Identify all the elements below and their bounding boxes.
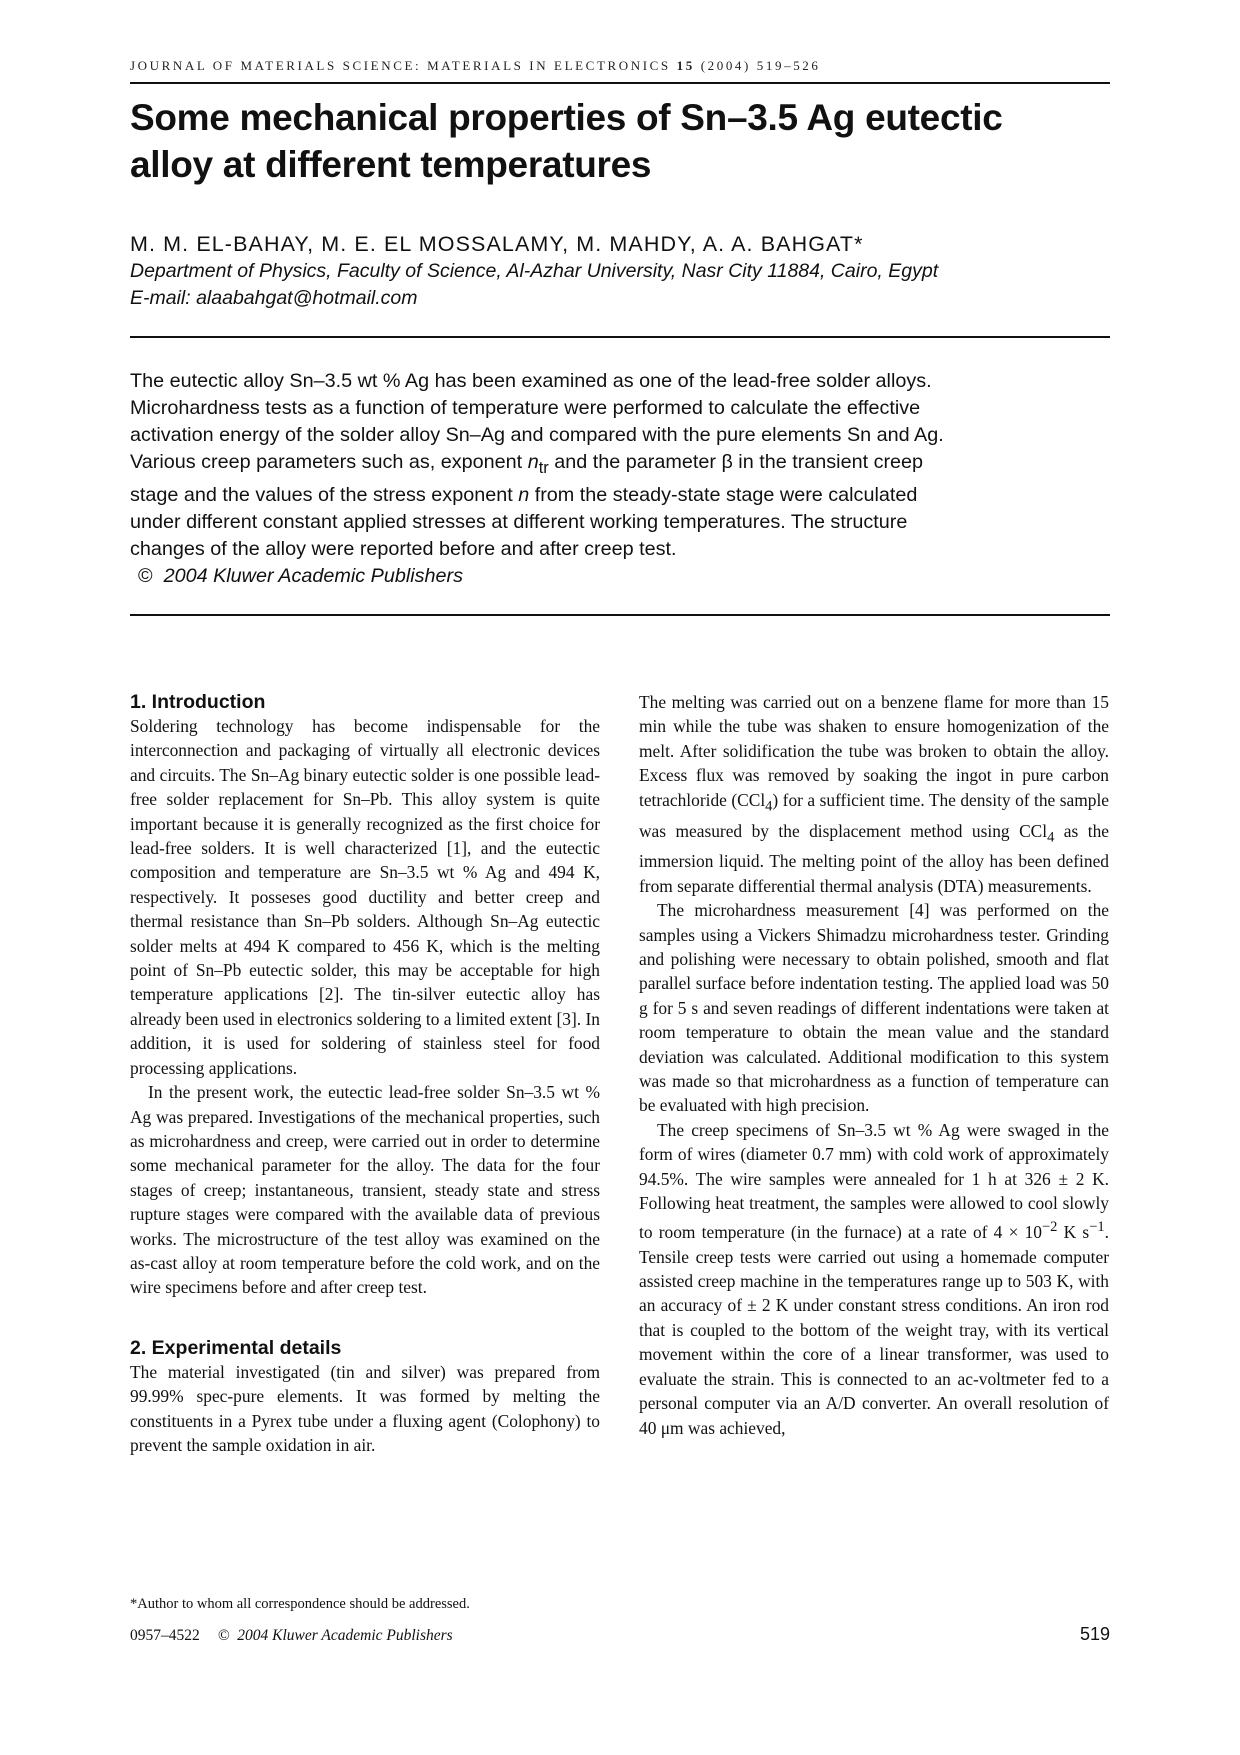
abstract-text: from the steady-state stage were calculated [529,483,918,506]
abstract-line [130,482,1115,509]
right-column [639,690,1109,1440]
left-column [130,690,600,1457]
paragraph: The microhardness measurement [4] was performed on the samples using a Vickers Shimadzu microhardness tester. Grinding and polishing were necessary to obtain polished, smooth and flat parallel surface before indentation testing. The applied load was 50 g for 5 s and seven readings of different indentations were taken at room temperature to obtain the mean value and the standard deviation was calculated. Additional modification to this system was made so that microhardness as a function of temperature can be evaluated with high precision. [639,900,1109,1116]
subscript: 4 [765,798,773,815]
symbol-n: n [518,483,530,506]
paragraph: In the present work, the eutectic lead-free solder Sn–3.5 wt % Ag was prepared. Investigations of the mechanical properties, such as microhardness and creep, were carried out in order to determine some mechanical parameter for the alloy. The data for the four stages of creep; instantaneous, transient, steady state and stress rupture stages were compared with the available data of previous works. The microstructure of the test alloy was examined on the as-cast alloy at room temperature before the cold work, and on the wire specimens before and after creep test. [130,1082,600,1298]
abstract-text: Various creep parameters such as, exponent [130,451,528,473]
journal-volume: 15 [676,58,695,73]
subscript-tr: tr [538,458,549,477]
affiliation: Department of Physics, Faculty of Science, Al-Azhar University, Nasr City 11884, Cairo, Egypt [130,260,939,282]
paragraph-text: K s [1057,1222,1090,1243]
abstract-copyright [138,563,1115,590]
paragraph: Soldering technology has become indispensable for the interconnection and packaging of virtually all electronic devices and circuits. The Sn–Ag binary eutectic solder is one possible lead-free solder replacement for Sn–Pb. This alloy system is quite important because it is generally recognized as the first choice for lead-free solders. It is well characterized [1], and the eutectic composition and temperature are Sn–3.5 wt % Ag and 494 K, respectively. It posseses good ductility and better creep and thermal resistance than Sn–Pb solders. Although Sn–Ag eutectic solder melts at 494 K compared to 456 K, which is the melting point of Sn–Pb eutectic solder, this may be acceptable for high temperature applications [2]. The tin-silver eutectic alloy has already been used in electronics soldering to a limited extent [3]. In addition, it is used for soldering of stainless steel for food processing applications. [130,716,600,1078]
copyright-text: 2004 Kluwer Academic Publishers [163,564,464,587]
footer [130,1627,630,1645]
journal-name: JOURNAL OF MATERIALS SCIENCE: MATERIALS IN ELECTRONICS [130,58,671,73]
subscript: 4 [1047,828,1055,845]
abstract [130,368,1115,590]
symbol-n: n [527,451,539,473]
section-heading-introduction: 1. Introduction [130,691,266,713]
footnote: *Author to whom all correspondence should be addressed. [130,1596,470,1612]
abstract-line [130,449,1115,482]
paragraph [639,1118,1109,1440]
abstract-line: under different constant applied stresses at different working temperatures. The structure [130,510,908,533]
copyright-icon: © [138,564,153,587]
paragraph [639,690,1109,898]
abstract-line: Microhardness tests as a function of temperature were performed to calculate the effective [130,397,921,419]
title-line-1: Some mechanical properties of Sn–3.5 Ag eutectic [130,97,1003,138]
superscript: −2 [1042,1219,1058,1236]
journal-year-pages: (2004) 519–526 [700,58,821,73]
issn: 0957–4522 [130,1627,200,1644]
footer-publisher [218,1627,453,1644]
page-number: 519 [1079,1624,1110,1644]
abstract-line: activation energy of the solder alloy Sn–Ag and compared with the pure elements Sn and Ag. [130,424,944,446]
paragraph: The material investigated (tin and silver) was prepared from 99.99% spec-pure elements. It was formed by melting the constituents in a Pyrex tube under a fluxing agent (Colophony) to prevent the sample oxidation in air. [130,1361,600,1455]
section-heading-experimental: 2. Experimental details [130,1336,342,1359]
abstract-bottom-rule [130,614,1110,616]
author-email: E-mail: alaabahgat@hotmail.com [130,287,418,309]
abstract-text: and the parameter β in the transient creep [548,451,924,473]
abstract-line: changes of the alloy were reported before and after creep test. [130,537,677,560]
paragraph-text: The creep specimens of Sn–3.5 wt % Ag were swaged in the form of wires (diameter 0.7 mm) with cold work of approximately 94.5%. The wire samples were annealed for 1 h at 326 ± 2 K. Following heat treatment, the samples were allowed to cool slowly to room temperature (in the furnace) at a rate of 4 × 10 [639,1119,1109,1243]
paragraph-text: The melting was carried out on a benzene flame for more than 15 min while the tube was shaken to ensure homogenization of the melt. After solidification the tube was broken to obtain the alloy. Excess flux was removed by soaking the ingot in pure carbon tetrachloride (CCl [639,692,1109,810]
superscript: −1 [1089,1219,1105,1236]
abstract-top-rule [130,336,1110,338]
abstract-line: The eutectic alloy Sn–3.5 wt % Ag has been examined as one of the lead-free solder alloys. [130,370,932,392]
title-line-2: alloy at different temperatures [130,144,652,185]
paragraph-text: as the immersion liquid. The melting point of the alloy has been defined from separate differential thermal analysis (DTA) measurements. [639,820,1109,896]
paper-title [130,94,1120,188]
paragraph-text: . Tensile creep tests were carried out using a homemade computer assisted creep machine in the temperatures range up to 503 K, with an accuracy of ± 2 K under constant stress conditions. An iron rod that is coupled to the bottom of the weight tray, with its vertical movement within the core of a linear transformer, was used to evaluate the strain. This is connected to an ac-voltmeter fed to a personal computer via an A/D converter. An overall resolution of 40 μm was achieved, [639,1222,1109,1438]
paragraph-text: ) for a sufficient time. The density of the sample was measured by the displacement method using CCl [639,789,1110,841]
header-rule [130,82,1110,84]
publisher-name: 2004 Kluwer Academic Publishers [237,1627,453,1644]
abstract-text: stage and the values of the stress exponent [130,483,519,506]
copyright-icon: © [217,1627,230,1644]
author-list: M. M. EL-BAHAY, M. E. EL MOSSALAMY, M. MAHDY, A. A. BAHGAT* [130,232,864,256]
journal-header [130,58,1110,74]
